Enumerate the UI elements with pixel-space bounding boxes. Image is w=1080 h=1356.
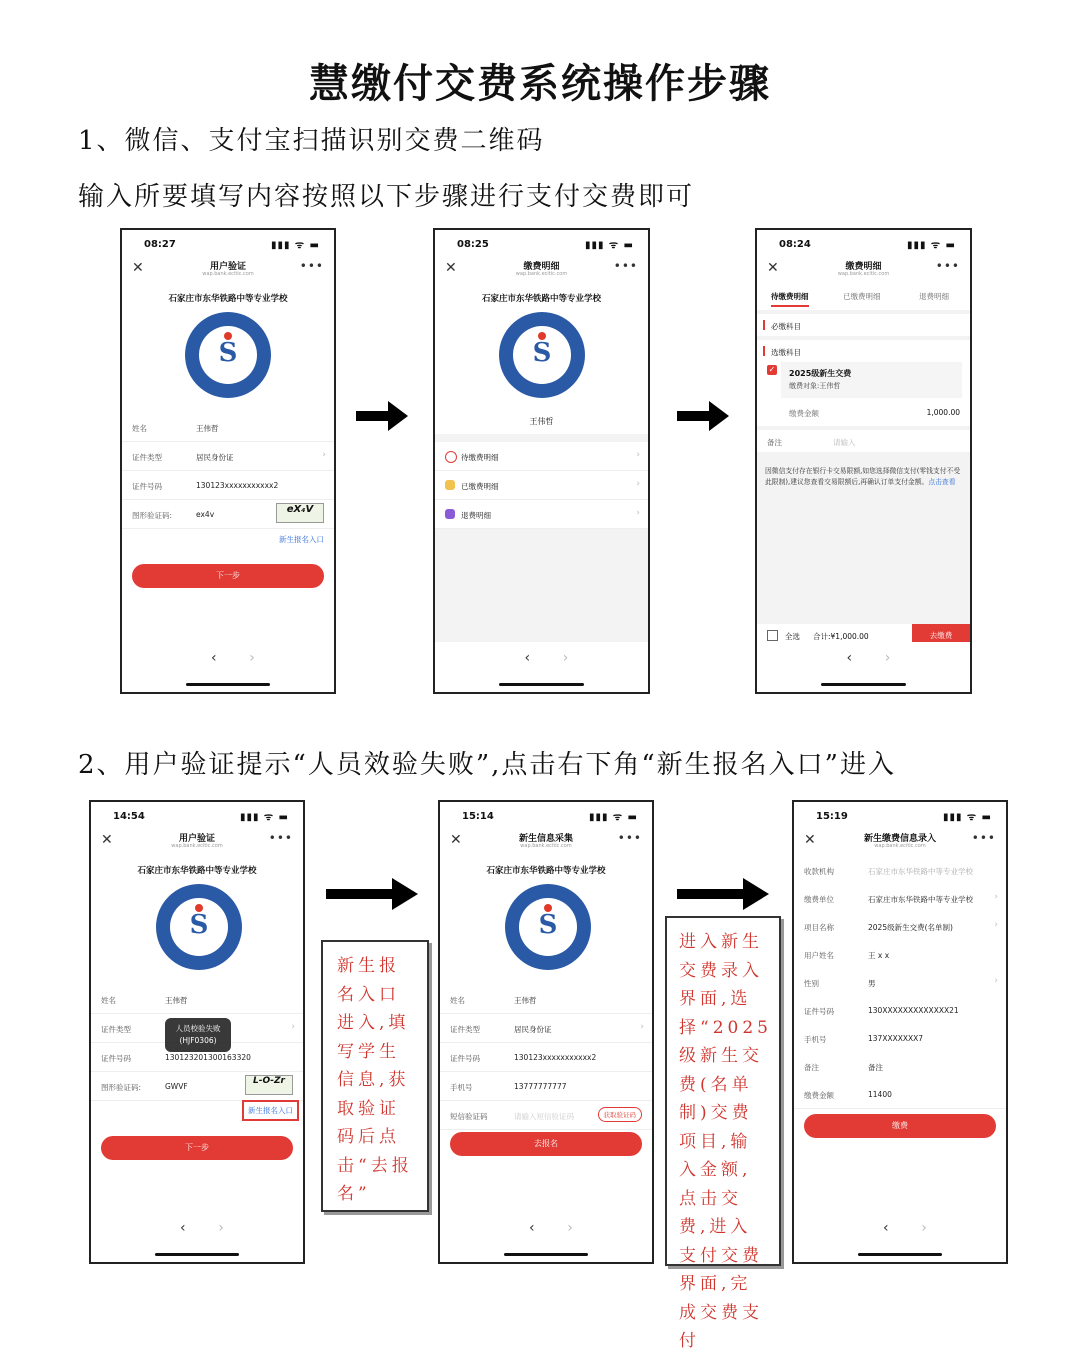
step1-instruction: 输入所要填写内容按照以下步骤进行支付交费即可 [78, 182, 695, 212]
more-icon[interactable]: ••• [971, 831, 996, 845]
nav-url: wap.bank.ecitic.com [202, 271, 254, 277]
close-icon[interactable]: ✕ [767, 260, 779, 276]
nav-url: wap.bank.ecitic.com [520, 843, 572, 849]
nav-url: wap.bank.ecitic.com [515, 271, 568, 277]
form-row-amount[interactable]: 缴费金额 11400 [794, 1080, 1006, 1109]
phone-fee-details [433, 228, 650, 694]
status-time: 08:25 [457, 239, 489, 250]
wechat-limit-notice: 因微信支付存在银行卡交易限额,如您选择微信支付(零钱支付不受此限制),建议您查看交易限额后,再确认订单支付金额。 [765, 467, 961, 486]
home-indicator [504, 1253, 589, 1256]
chevron-right-icon: › [994, 976, 998, 986]
school-logo-icon: S [505, 884, 591, 970]
forward-icon[interactable]: › [218, 1220, 224, 1236]
status-time: 15:19 [816, 811, 848, 822]
arrow-right-icon [356, 401, 408, 431]
chevron-right-icon: › [322, 450, 326, 460]
nav-title: 新生缴费信息录入 [863, 834, 936, 844]
close-icon[interactable]: ✕ [132, 260, 144, 276]
form-row-id-number[interactable]: 证件号码 130123201300163320 [91, 1043, 303, 1072]
nav-url: wap.bank.ecitic.com [874, 843, 926, 849]
go-pay-button[interactable]: 去缴费 [912, 624, 970, 648]
signal-icon: ▮▮▮ ᯤ ▬ [942, 812, 992, 823]
refund-icon [445, 509, 455, 519]
back-icon[interactable]: ‹ [883, 1220, 889, 1236]
status-time: 14:54 [113, 811, 145, 822]
close-icon[interactable]: ✕ [804, 832, 816, 848]
nav-title: 用户验证 [209, 262, 246, 272]
school-name: 石家庄市东华铁路中等专业学校 [481, 294, 601, 304]
nav-title: 用户验证 [178, 834, 215, 844]
error-toast: 人员校验失败 (HJF0306) [165, 1018, 231, 1052]
remark-label: 备注 [767, 438, 782, 447]
form-row-gender[interactable]: 性别 男 › [794, 968, 1006, 997]
pay-button[interactable]: 缴费 [804, 1114, 996, 1138]
signal-icon: ▮▮▮ ᯤ ▬ [270, 240, 320, 251]
yuan-icon [445, 451, 457, 463]
form-row-id-number[interactable]: 证件号码 130123xxxxxxxxxxx2 [122, 471, 334, 500]
student-name: 王伟哲 [529, 417, 554, 426]
school-name: 石家庄市东华铁路中等专业学校 [137, 866, 257, 876]
register-button[interactable]: 去报名 [450, 1132, 642, 1156]
form-row-remark[interactable]: 备注 备注 [794, 1052, 1006, 1081]
form-row-captcha[interactable]: 图形验证码: GWVF L-O-Zr [91, 1072, 303, 1101]
signal-icon: ▮▮▮ ᯤ ▬ [584, 240, 634, 251]
form-row-unit[interactable]: 缴费单位 石家庄市东华铁路中等专业学校 › [794, 884, 1006, 913]
phone-pending-fees [755, 228, 972, 694]
amount-label: 缴费金额 [789, 409, 819, 418]
close-icon[interactable]: ✕ [101, 832, 113, 848]
chevron-right-icon: › [994, 892, 998, 902]
list-item-paid[interactable]: 已缴费明细 › [435, 471, 648, 500]
amount-value: 1,000.00 [926, 408, 960, 417]
form-row-id-number[interactable]: 证件号码 130123xxxxxxxxxxx2 [440, 1043, 652, 1072]
form-row-phone[interactable]: 手机号 13777777777 [440, 1072, 652, 1101]
phone-verify-failed [89, 800, 305, 1264]
back-icon[interactable]: ‹ [211, 650, 217, 666]
forward-icon[interactable]: › [567, 1220, 573, 1236]
instruction-note-1: 新生报名入口进入,填写学生信息,获取验证码后点击“去报名” [321, 940, 429, 1212]
home-indicator [155, 1253, 240, 1256]
nav-url: wap.bank.ecitic.com [171, 843, 223, 849]
list-item-pending[interactable]: 待缴费明细 › [435, 442, 648, 471]
school-logo-icon: S [499, 312, 585, 398]
arrow-right-icon [326, 878, 418, 910]
status-time: 08:24 [779, 239, 811, 250]
back-icon[interactable]: ‹ [180, 1220, 186, 1236]
view-limit-link[interactable]: 点击查看 [928, 478, 956, 486]
chevron-right-icon: › [636, 479, 640, 489]
form-row-id-number[interactable]: 证件号码 130XXXXXXXXXXXXX21 [794, 996, 1006, 1025]
form-row-name[interactable]: 姓名 王伟哲 [91, 985, 303, 1014]
signal-icon: ▮▮▮ ᯤ ▬ [239, 812, 289, 823]
form-row-user-name[interactable]: 用户姓名 王 x x [794, 940, 1006, 969]
more-icon[interactable]: ••• [268, 831, 293, 845]
back-icon[interactable]: ‹ [529, 1220, 535, 1236]
back-icon[interactable]: ‹ [846, 650, 853, 666]
status-time: 15:14 [462, 811, 494, 822]
step1-heading: 1、微信、支付宝扫描识别交费二维码 [78, 126, 545, 156]
form-row-phone[interactable]: 手机号 137XXXXXXX7 [794, 1024, 1006, 1053]
close-icon[interactable]: ✕ [445, 260, 457, 276]
more-icon[interactable]: ••• [299, 259, 324, 273]
document-icon [445, 480, 455, 490]
nav-title: 缴费明细 [523, 262, 560, 272]
select-all-label: 全选 [785, 632, 800, 641]
list-item-refund[interactable]: 退费明细 › [435, 500, 648, 529]
school-name: 石家庄市东华铁路中等专业学校 [486, 866, 606, 876]
school-logo-icon: S [156, 884, 242, 970]
home-indicator [858, 1253, 943, 1256]
close-icon[interactable]: ✕ [450, 832, 462, 848]
select-all-checkbox[interactable] [767, 630, 778, 641]
arrow-right-icon [677, 878, 769, 910]
chevron-right-icon: › [291, 1022, 295, 1032]
more-icon[interactable]: ••• [613, 259, 638, 273]
forward-icon[interactable]: › [884, 650, 891, 666]
fee-item-payer: 缴费对象:王伟哲 [789, 382, 841, 390]
section-optional: 选缴科目 [771, 348, 801, 357]
more-icon[interactable]: ••• [935, 259, 960, 273]
form-row-project[interactable]: 项目名称 2025级新生交费(名单制) › [794, 912, 1006, 941]
more-icon[interactable]: ••• [617, 831, 642, 845]
form-row-id-type[interactable]: 证件类型 › [91, 1014, 303, 1043]
remark-input[interactable]: 请输入 [833, 438, 856, 447]
form-row-captcha[interactable]: 图形验证码: ex4v eX₄V [122, 500, 334, 529]
section-required: 必缴科目 [771, 322, 801, 331]
nav-title: 缴费明细 [845, 262, 882, 272]
arrow-right-icon [677, 401, 729, 431]
home-indicator [186, 683, 271, 686]
new-student-entry-link[interactable]: 新生报名入口 [242, 1100, 299, 1121]
signal-icon: ▮▮▮ ᯤ ▬ [906, 240, 956, 251]
phone-user-verify [120, 228, 336, 694]
checkbox-checked-icon[interactable]: ✓ [768, 365, 776, 374]
instruction-note-2: 进入新生交费录入界面,选择“2025级新生交费(名单制)交费项目,输入金额,点击交费,进入支付交费界面,完成交费支付 [665, 916, 781, 1266]
back-icon[interactable]: ‹ [524, 650, 531, 666]
nav-url: wap.bank.ecitic.com [837, 271, 890, 277]
next-button[interactable]: 下一步 [132, 564, 324, 588]
tab-refund[interactable]: 退费明细 [919, 292, 949, 301]
total-amount: 合计:¥1,000.00 [813, 632, 869, 641]
form-row-name[interactable]: 姓名 王伟哲 [440, 985, 652, 1014]
form-row-name[interactable]: 姓名 王伟哲 [122, 413, 334, 442]
home-indicator [499, 683, 584, 686]
status-time: 08:27 [144, 239, 176, 250]
school-name: 石家庄市东华铁路中等专业学校 [168, 294, 288, 304]
form-row-institution: 收款机构 石家庄市东华铁路中等专业学校 [794, 856, 1006, 885]
nav-title: 新生信息采集 [518, 834, 573, 844]
get-code-button[interactable]: 获取验证码 [598, 1107, 643, 1122]
fee-item-title: 2025级新生交费 [789, 369, 852, 378]
home-indicator [821, 683, 906, 686]
form-row-id-type[interactable]: 证件类型 居民身份证 › [122, 442, 334, 471]
captcha-image[interactable]: eX₄V [276, 503, 324, 523]
chevron-right-icon: › [636, 508, 640, 518]
next-button[interactable]: 下一步 [101, 1136, 293, 1160]
forward-icon[interactable]: › [921, 1220, 927, 1236]
chevron-right-icon: › [994, 920, 998, 930]
phone-new-student-info [438, 800, 654, 1264]
form-row-sms-code[interactable]: 短信验证码 请输入短信验证码 获取验证码 [440, 1101, 652, 1130]
new-student-entry-link[interactable]: 新生报名入口 [279, 535, 324, 544]
forward-icon[interactable]: › [562, 650, 569, 666]
phone-new-student-payment [792, 800, 1008, 1264]
chevron-right-icon: › [636, 450, 640, 460]
document-title: 慧缴付交费系统操作步骤 [309, 61, 771, 107]
form-row-id-type[interactable]: 证件类型 居民身份证 › [440, 1014, 652, 1043]
signal-icon: ▮▮▮ ᯤ ▬ [588, 812, 638, 823]
chevron-right-icon: › [640, 1022, 644, 1032]
captcha-image[interactable]: L-O-Zr [245, 1075, 293, 1095]
step2-heading: 2、用户验证提示“人员效验失败”,点击右下角“新生报名入口”进入 [78, 750, 896, 780]
tab-paid[interactable]: 已缴费明细 [843, 292, 881, 301]
forward-icon[interactable]: › [249, 650, 255, 666]
tab-pending[interactable]: 待缴费明细 [771, 291, 809, 307]
school-logo-icon: S [185, 312, 271, 398]
